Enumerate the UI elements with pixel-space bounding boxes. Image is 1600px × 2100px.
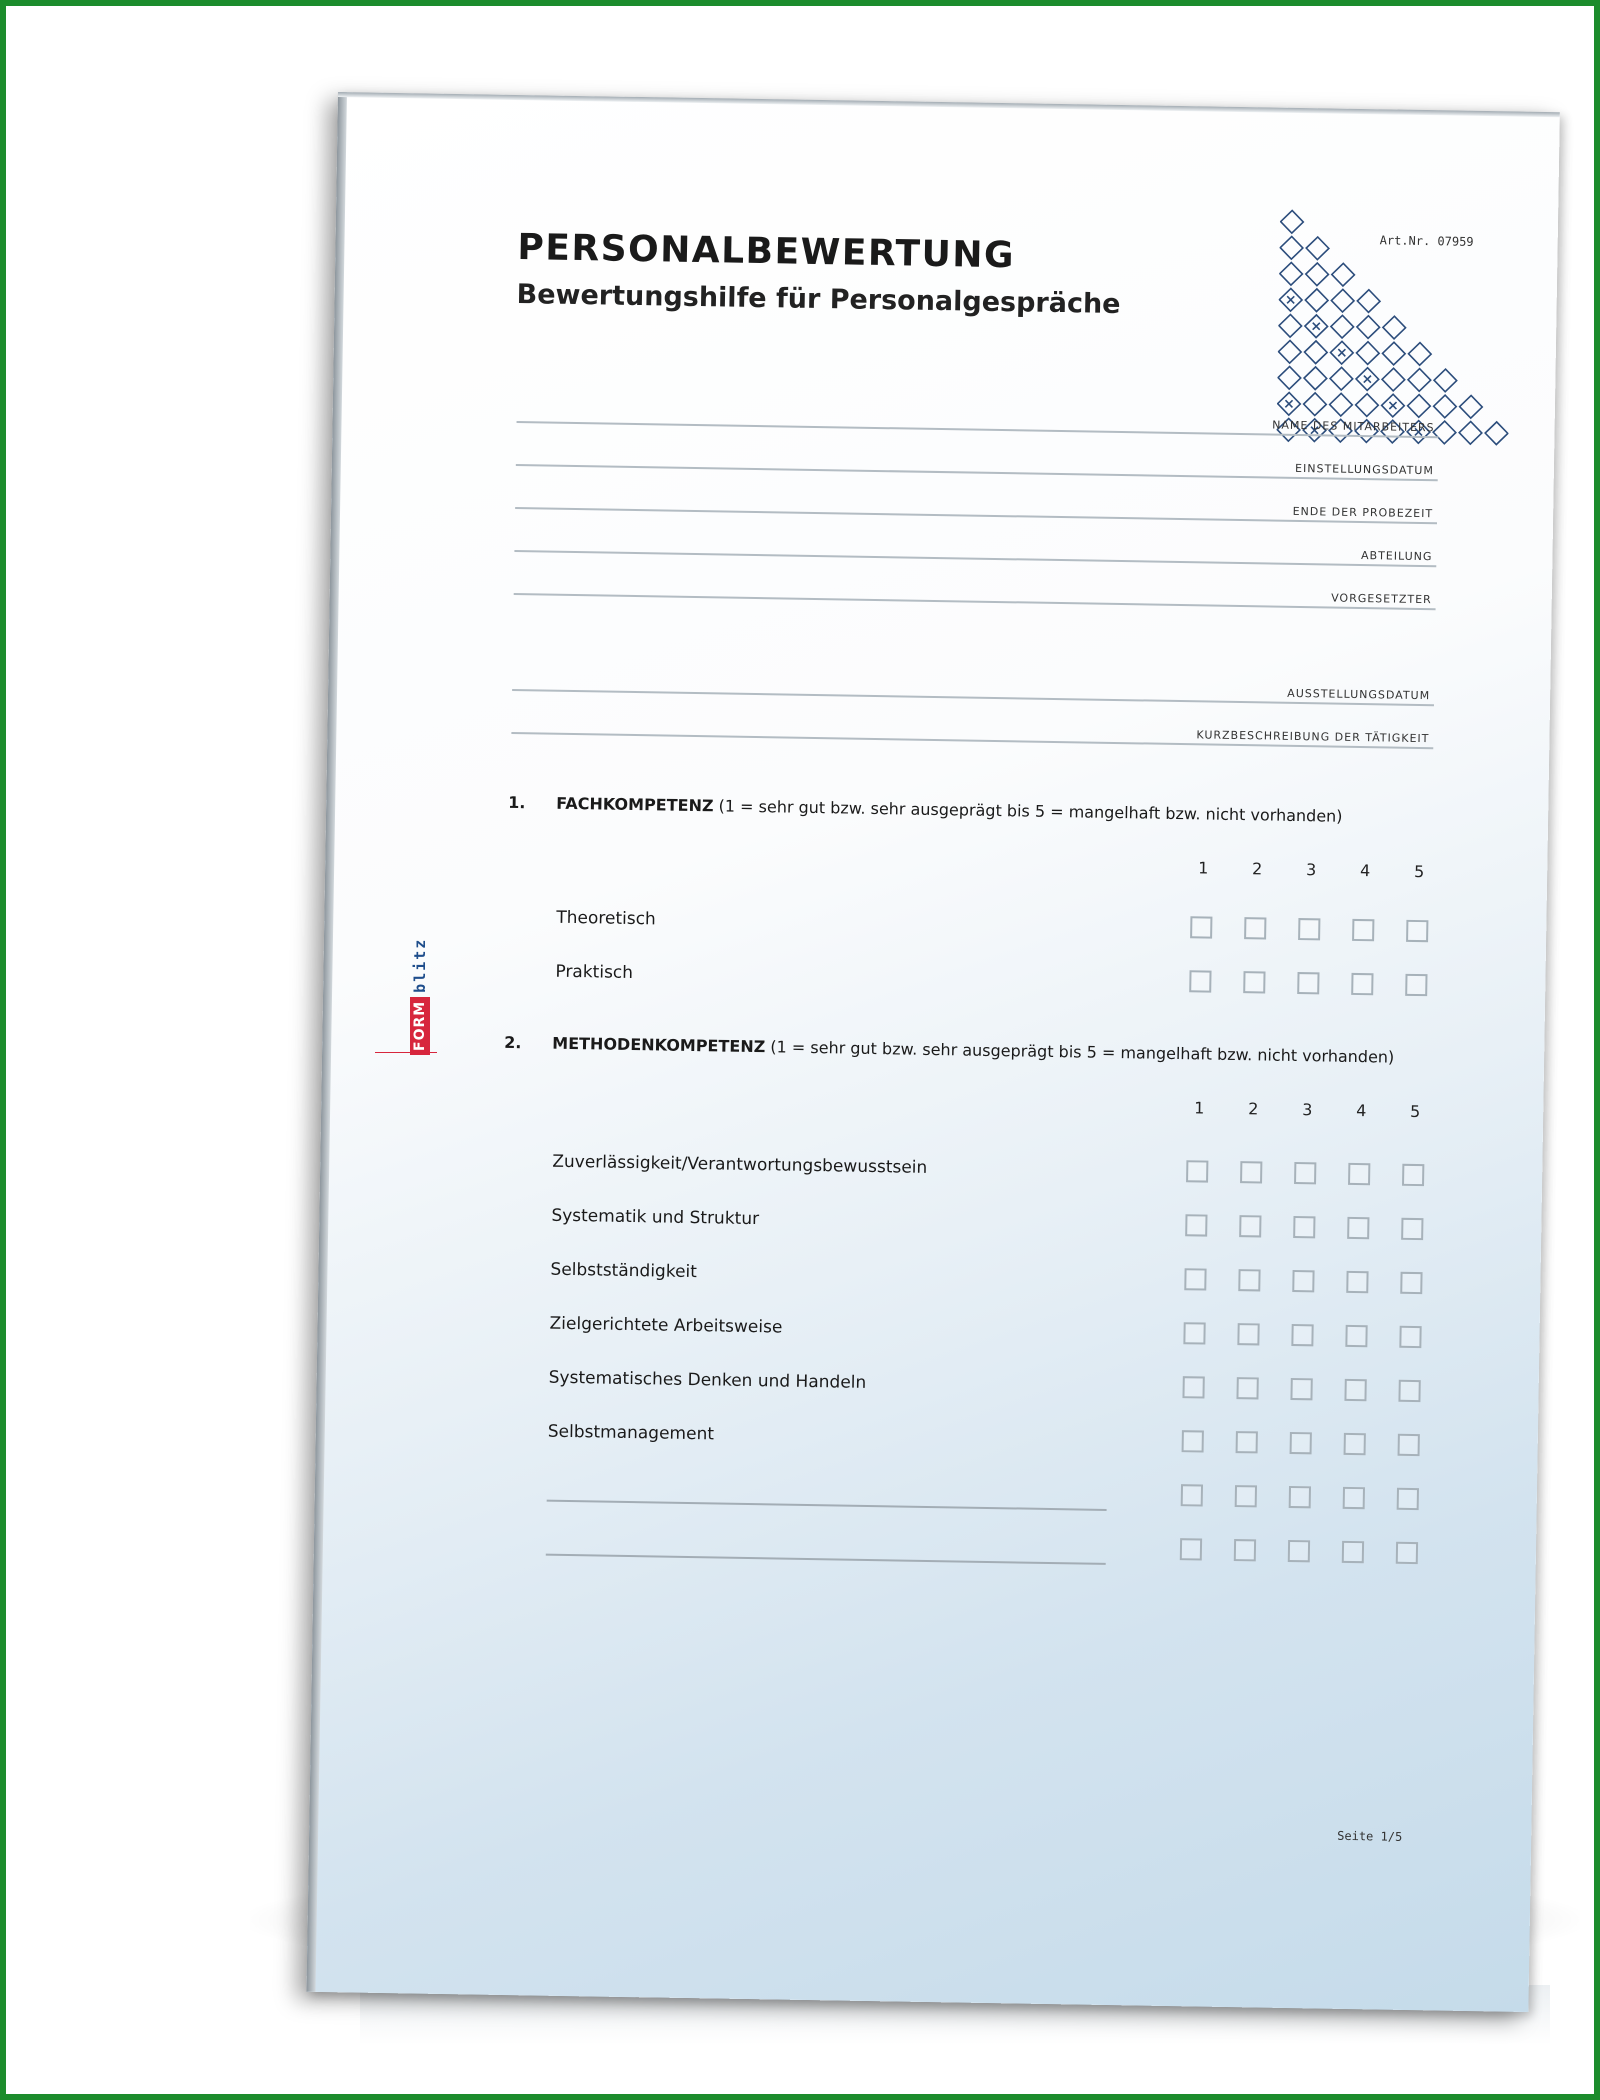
scale-value: 3	[1302, 1100, 1313, 1120]
rating-checkbox[interactable]	[1345, 1325, 1367, 1347]
rating-checkbox[interactable]	[1183, 1322, 1205, 1344]
criterion-label: Zuverlässigkeit/Verantwortungsbewusstsein	[552, 1151, 928, 1178]
rating-checkbox[interactable]	[1236, 1431, 1258, 1453]
rating-row	[551, 1204, 1451, 1249]
rating-checkbox[interactable]	[1240, 1161, 1262, 1183]
rating-checkbox[interactable]	[1235, 1485, 1257, 1507]
rating-checkbox[interactable]	[1342, 1541, 1364, 1563]
rating-checkbox[interactable]	[1185, 1214, 1207, 1236]
scale-value: 4	[1359, 861, 1371, 881]
rating-row	[548, 1366, 1448, 1411]
rating-checkbox[interactable]	[1292, 1270, 1314, 1292]
rating-checkbox[interactable]	[1243, 971, 1265, 993]
rating-checkbox[interactable]	[1237, 1323, 1259, 1345]
scale-value: 2	[1248, 1099, 1259, 1119]
rating-checkbox[interactable]	[1344, 1433, 1366, 1455]
page-edge-top	[338, 92, 1560, 117]
rating-checkbox[interactable]	[1189, 970, 1211, 992]
rating-checkbox[interactable]	[1298, 918, 1320, 940]
field-label: EINSTELLUNGSDATUM	[1295, 461, 1434, 478]
rating-checkbox[interactable]	[1348, 1163, 1370, 1185]
rating-checkbox[interactable]	[1297, 972, 1319, 994]
section-name: METHODENKOMPETENZ	[552, 1033, 766, 1057]
section-heading	[504, 1033, 1394, 1067]
rating-checkbox[interactable]	[1352, 919, 1374, 941]
rating-checkbox[interactable]	[1399, 1326, 1421, 1348]
scale-value: 1	[1194, 1098, 1205, 1118]
rating-checkbox[interactable]	[1405, 974, 1427, 996]
blank-rating-row	[547, 1474, 1447, 1519]
rating-checkbox[interactable]	[1190, 916, 1212, 938]
blank-criterion-line[interactable]	[547, 1500, 1107, 1511]
brand-form: FORM	[410, 997, 430, 1055]
rating-checkbox[interactable]	[1346, 1271, 1368, 1293]
rating-checkbox[interactable]	[1186, 1160, 1208, 1182]
section-note: (1 = sehr gut bzw. sehr ausgeprägt bis 5 = mangelhaft bzw. nicht vorhanden)	[718, 796, 1343, 826]
rating-checkbox[interactable]	[1293, 1216, 1315, 1238]
rating-row	[556, 906, 1456, 951]
page-edge-left	[306, 92, 347, 1992]
field-label: NAME DES MITARBEITERS	[1272, 418, 1435, 435]
rating-checkbox[interactable]	[1401, 1218, 1423, 1240]
scale-value: 1	[1198, 858, 1209, 878]
rating-checkbox[interactable]	[1182, 1376, 1204, 1398]
field-label: KURZBESCHREIBUNG DER TÄTIGKEIT	[1196, 728, 1430, 746]
document-page	[306, 92, 1559, 2012]
blank-criterion-line[interactable]	[546, 1554, 1106, 1565]
rating-checkbox[interactable]	[1181, 1484, 1203, 1506]
section-number: 2.	[504, 1032, 522, 1053]
section-name: FACHKOMPETENZ	[556, 793, 714, 816]
rating-checkbox[interactable]	[1239, 1215, 1261, 1237]
rating-checkbox[interactable]	[1290, 1378, 1312, 1400]
rating-scale-header	[1181, 1098, 1461, 1127]
rating-row	[548, 1420, 1448, 1465]
formblitz-logo	[410, 934, 430, 1055]
criterion-label: Systematisches Denken und Handeln	[548, 1367, 867, 1393]
field-label: VORGESETZTER	[1331, 591, 1432, 607]
rating-row	[552, 1150, 1452, 1195]
rating-checkbox[interactable]	[1291, 1324, 1313, 1346]
article-number: Art.Nr. 07959	[1379, 233, 1474, 249]
rating-checkbox[interactable]	[1397, 1488, 1419, 1510]
section-number: 1.	[508, 792, 526, 813]
scale-value: 3	[1305, 860, 1317, 880]
field-label: AUSSTELLUNGSDATUM	[1287, 686, 1431, 703]
rating-checkbox[interactable]	[1398, 1380, 1420, 1402]
rating-row	[555, 960, 1455, 1005]
criterion-label: Praktisch	[555, 961, 634, 984]
rating-checkbox[interactable]	[1347, 1217, 1369, 1239]
criterion-label: Zielgerichtete Arbeitsweise	[549, 1313, 783, 1338]
rating-row	[549, 1312, 1449, 1357]
rating-checkbox[interactable]	[1184, 1268, 1206, 1290]
scale-value: 5	[1413, 861, 1425, 882]
blank-rating-row	[546, 1528, 1446, 1573]
section-heading	[508, 793, 1343, 826]
rating-checkbox[interactable]	[1244, 917, 1266, 939]
rating-checkbox[interactable]	[1238, 1269, 1260, 1291]
rating-checkbox[interactable]	[1398, 1434, 1420, 1456]
page-number: Seite 1/5	[1337, 1828, 1403, 1844]
rating-checkbox[interactable]	[1396, 1542, 1418, 1564]
rating-checkbox[interactable]	[1288, 1540, 1310, 1562]
criterion-label: Systematik und Struktur	[551, 1205, 760, 1230]
scale-value: 5	[1409, 1101, 1421, 1122]
scale-value: 4	[1356, 1101, 1367, 1121]
rating-checkbox[interactable]	[1234, 1539, 1256, 1561]
rating-checkbox[interactable]	[1402, 1164, 1424, 1186]
criterion-label: Selbstmanagement	[547, 1421, 715, 1445]
rating-checkbox[interactable]	[1351, 973, 1373, 995]
rating-checkbox[interactable]	[1406, 920, 1428, 942]
criterion-label: Theoretisch	[556, 907, 656, 930]
rating-checkbox[interactable]	[1344, 1379, 1366, 1401]
rating-checkbox[interactable]	[1180, 1538, 1202, 1560]
field-label: ENDE DER PROBEZEIT	[1292, 504, 1434, 521]
section-note: (1 = sehr gut bzw. sehr ausgeprägt bis 5 = mangelhaft bzw. nicht vorhanden)	[770, 1037, 1395, 1067]
rating-checkbox[interactable]	[1343, 1487, 1365, 1509]
rating-checkbox[interactable]	[1290, 1432, 1312, 1454]
rating-checkbox[interactable]	[1400, 1272, 1422, 1294]
rating-checkbox[interactable]	[1182, 1430, 1204, 1452]
scale-value: 2	[1251, 859, 1263, 879]
rating-checkbox[interactable]	[1294, 1162, 1316, 1184]
rating-scale-header	[1185, 858, 1465, 887]
brand-blitz: blitz	[411, 937, 429, 993]
rating-checkbox[interactable]	[1236, 1377, 1258, 1399]
document-subtitle: Bewertungshilfe für Personalgespräche	[516, 278, 1121, 321]
field-label: ABTEILUNG	[1360, 549, 1433, 564]
rating-checkbox[interactable]	[1289, 1486, 1311, 1508]
criterion-label: Selbstständigkeit	[550, 1259, 698, 1283]
document-title: PERSONALBEWERTUNG	[517, 226, 1016, 277]
rating-row	[550, 1258, 1450, 1303]
